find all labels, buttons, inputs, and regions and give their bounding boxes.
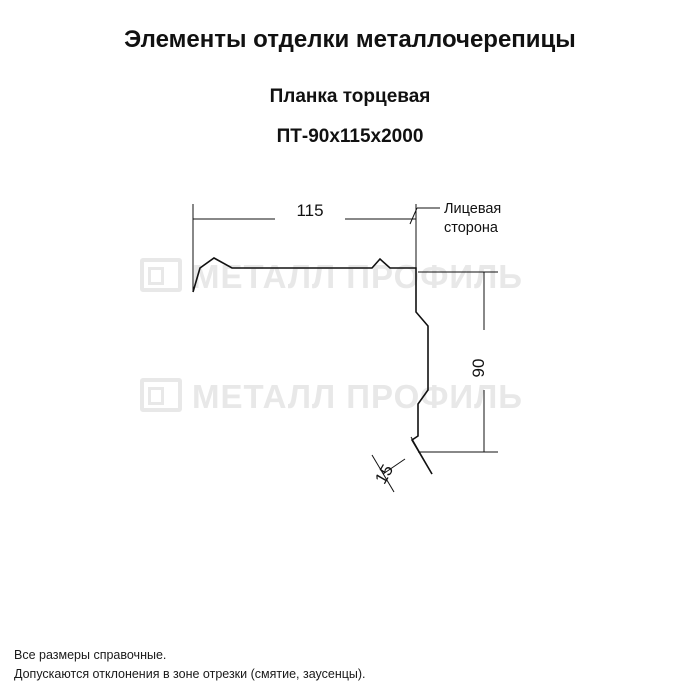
page-title: Элементы отделки металлочерепицы — [124, 26, 576, 53]
watermark-text: МЕТАЛЛ ПРОФИЛЬ — [192, 258, 524, 295]
product-code: ПТ-90х115х2000 — [276, 126, 424, 147]
face-side-label-line1: Лицевая — [444, 201, 502, 217]
footer-note-1: Все размеры справочные. — [14, 648, 167, 662]
dimension-height-label: 90 — [469, 358, 488, 378]
face-side-label-line2: сторона — [444, 220, 498, 236]
watermark-text: МЕТАЛЛ ПРОФИЛЬ — [192, 378, 524, 415]
footer-notes — [14, 646, 366, 684]
profile-section — [193, 258, 432, 474]
dimension-width-label: 115 — [296, 201, 324, 220]
dimension-lines — [193, 204, 498, 492]
dimension-lip-label: 15 — [371, 461, 398, 488]
footer-note-2: Допускаются отклонения в зоне отрезки (смятие, заусенцы). — [14, 667, 366, 681]
face-leader-line — [410, 208, 440, 224]
product-name: Планка торцевая — [269, 86, 431, 107]
